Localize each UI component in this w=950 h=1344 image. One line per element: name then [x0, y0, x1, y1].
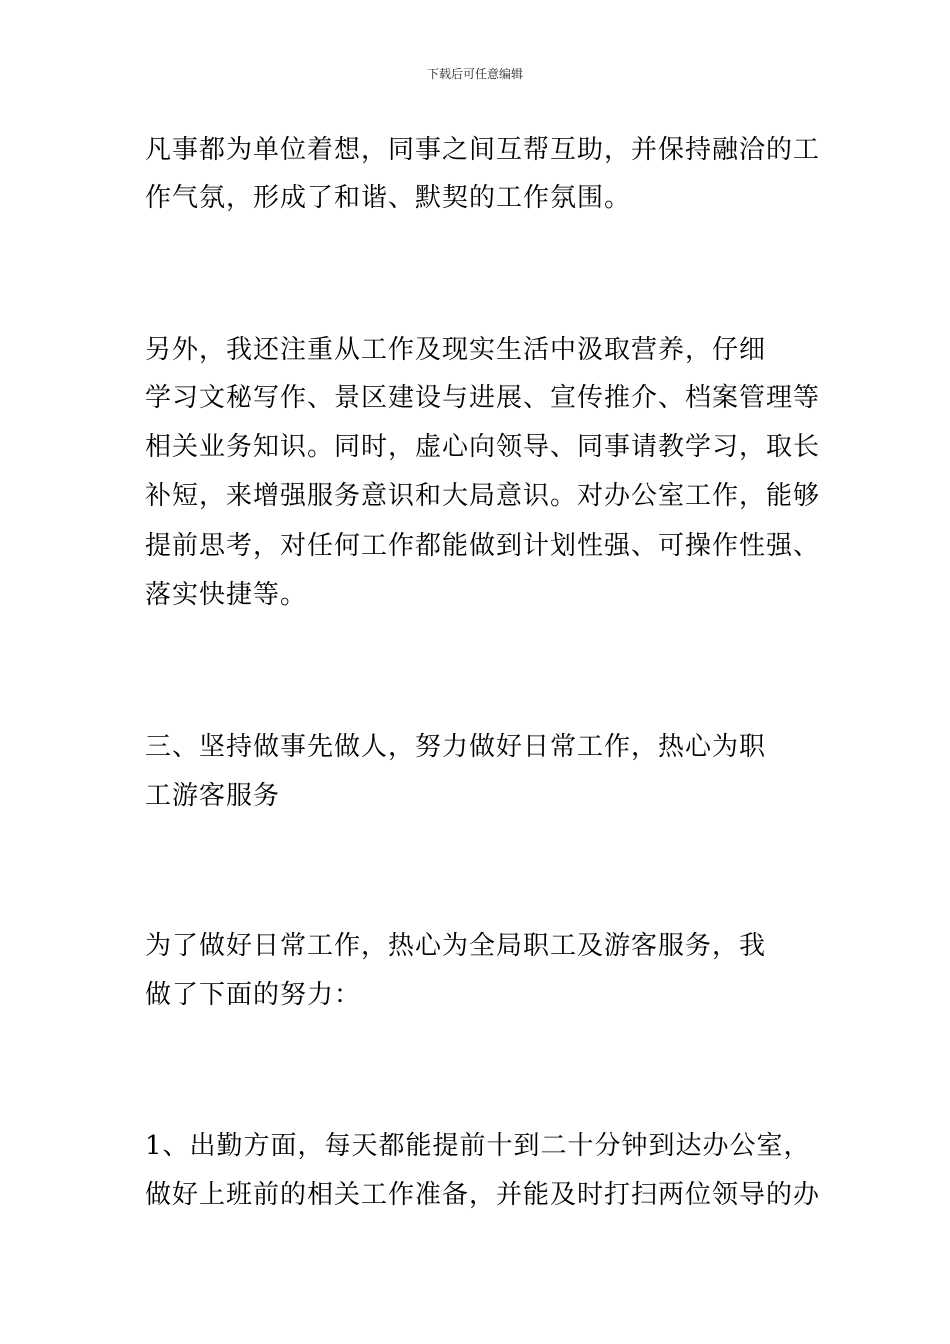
paragraph-line: 另外，我还注重从工作及现实生活中汲取营养，仔细	[145, 335, 767, 365]
paragraph-line: 做好上班前的相关工作准备，并能及时打扫两位领导的办	[145, 1180, 821, 1210]
paragraph-line: 1、出勤方面，每天都能提前十到二十分钟到达办公室，	[145, 1131, 811, 1161]
paragraph-line: 学习文秘写作、景区建设与进展、宣传推介、档案管理等	[145, 383, 821, 413]
section-heading-line: 三、坚持做事先做人，努力做好日常工作，热心为职	[145, 732, 767, 762]
page-header: 下载后可任意编辑	[426, 67, 523, 81]
paragraph-line: 为了做好日常工作，热心为全局职工及游客服务，我	[145, 931, 767, 961]
paragraph-line: 做了下面的努力：	[145, 980, 362, 1010]
paragraph-line: 落实快捷等。	[145, 580, 308, 610]
paragraph-line: 提前思考，对任何工作都能做到计划性强、可操作性强、	[145, 531, 821, 561]
paragraph-line: 作气氛，形成了和谐、默契的工作氛围。	[145, 183, 632, 213]
section-heading-line: 工游客服务	[145, 781, 281, 811]
paragraph-line: 补短，来增强服务意识和大局意识。对办公室工作，能够	[145, 481, 821, 511]
paragraph-line: 相关业务知识。同时，虚心向领导、同事请教学习，取长	[145, 432, 821, 462]
paragraph-line: 凡事都为单位着想，同事之间互帮互助，并保持融洽的工	[145, 135, 821, 165]
